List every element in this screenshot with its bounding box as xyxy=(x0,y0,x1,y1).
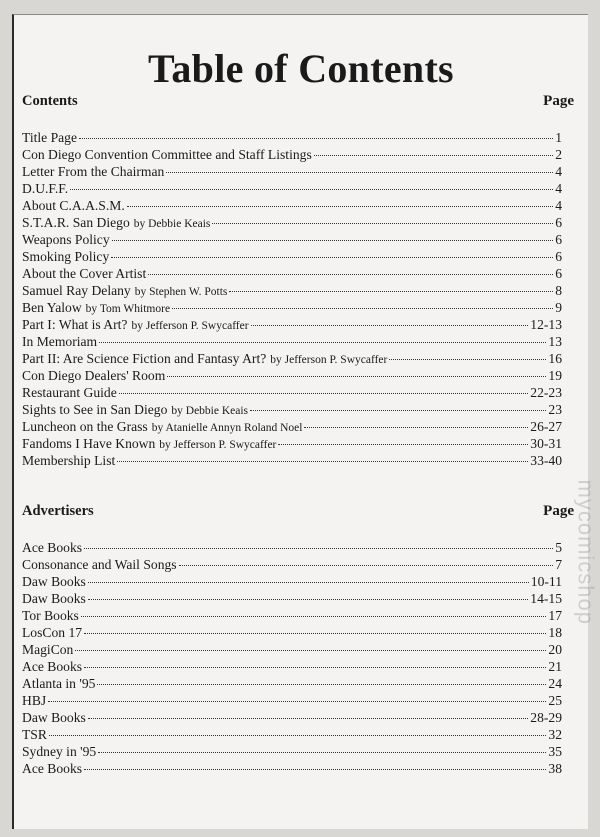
toc-entry xyxy=(22,573,562,590)
dot-leader xyxy=(97,683,546,685)
entry-title: Atlanta in '95 xyxy=(22,676,96,691)
entry-page: 12-13 xyxy=(530,317,562,332)
entry-page: 28-29 xyxy=(530,710,562,725)
toc-entry xyxy=(22,556,562,573)
entry-title: D.U.F.F. xyxy=(22,181,69,196)
entry-title: S.T.A.R. San Diego xyxy=(22,215,130,230)
dot-leader xyxy=(172,307,553,309)
entry-title: Daw Books xyxy=(22,574,86,589)
toc-entry xyxy=(22,590,562,607)
entry-page: 18 xyxy=(548,625,562,640)
toc-entry xyxy=(22,726,562,743)
toc-entry xyxy=(22,180,562,197)
entry-author: by Debbie Keais xyxy=(133,218,211,230)
document-page xyxy=(12,14,588,829)
entry-title: Daw Books xyxy=(22,591,86,606)
entry-title: MagiCon xyxy=(22,642,74,657)
entry-title: Weapons Policy xyxy=(22,232,110,247)
dot-leader xyxy=(389,358,546,360)
entry-page: 17 xyxy=(548,608,562,623)
entry-title: Smoking Policy xyxy=(22,249,110,264)
toc-entry xyxy=(22,675,562,692)
dot-leader xyxy=(88,598,528,600)
dot-leader xyxy=(81,615,547,617)
contents-header xyxy=(22,93,574,110)
dot-leader xyxy=(304,426,528,428)
entry-title: Tor Books xyxy=(22,608,79,623)
entry-author: by Stephen W. Potts xyxy=(134,286,228,298)
dot-leader xyxy=(167,375,546,377)
toc-entry xyxy=(22,641,562,658)
entry-author: by Debbie Keais xyxy=(171,405,249,417)
toc-entry xyxy=(22,539,562,556)
dot-leader xyxy=(48,700,546,702)
dot-leader xyxy=(84,768,546,770)
entry-page: 4 xyxy=(555,198,562,213)
toc-entry xyxy=(22,299,562,316)
entry-title: Membership List xyxy=(22,453,116,468)
entry-page: 4 xyxy=(555,181,562,196)
toc-entry xyxy=(22,452,562,469)
entry-page: 35 xyxy=(548,744,562,759)
dot-leader xyxy=(119,392,529,394)
entry-page: 25 xyxy=(548,693,562,708)
dot-leader xyxy=(112,239,554,241)
dot-leader xyxy=(314,154,553,156)
toc-entry xyxy=(22,333,562,350)
dot-leader xyxy=(49,734,546,736)
entry-title: Letter From the Chairman xyxy=(22,164,165,179)
dot-leader xyxy=(99,341,546,343)
entry-title: TSR xyxy=(22,727,47,742)
dot-leader xyxy=(75,649,546,651)
toc-entry xyxy=(22,709,562,726)
entry-title: Part I: What is Art? xyxy=(22,317,128,332)
toc-entry xyxy=(22,214,562,231)
dot-leader xyxy=(251,324,529,326)
dot-leader xyxy=(179,564,554,566)
toc-entry xyxy=(22,658,562,675)
entry-page: 6 xyxy=(555,232,562,247)
contents-heading: Contents xyxy=(22,93,78,109)
entry-page: 21 xyxy=(548,659,562,674)
entry-page: 6 xyxy=(555,249,562,264)
dot-leader xyxy=(84,666,546,668)
entry-page: 23 xyxy=(548,402,562,417)
entry-title: About the Cover Artist xyxy=(22,266,147,281)
toc-entry xyxy=(22,624,562,641)
dot-leader xyxy=(84,547,553,549)
dot-leader xyxy=(212,222,553,224)
entry-page: 10-11 xyxy=(530,574,562,589)
dot-leader xyxy=(250,409,546,411)
entry-author: by Tom Whitmore xyxy=(85,303,171,315)
advertisers-list xyxy=(22,539,562,777)
contents-list xyxy=(22,129,562,469)
entry-page: 4 xyxy=(555,164,562,179)
dot-leader xyxy=(70,188,553,190)
toc-entry xyxy=(22,418,562,435)
entry-title: Ben Yalow xyxy=(22,300,82,315)
entry-page: 30-31 xyxy=(530,436,562,451)
dot-leader xyxy=(278,443,528,445)
entry-title: HBJ xyxy=(22,693,47,708)
toc-entry xyxy=(22,350,562,367)
entry-page: 16 xyxy=(548,351,562,366)
toc-entry xyxy=(22,197,562,214)
dot-leader xyxy=(166,171,553,173)
entry-page: 6 xyxy=(555,266,562,281)
toc-entry xyxy=(22,163,562,180)
entry-title: Con Diego Convention Committee and Staff Listings xyxy=(22,147,312,162)
dot-leader xyxy=(148,273,553,275)
entry-author: by Jefferson P. Swycaffer xyxy=(131,320,249,332)
entry-page: 9 xyxy=(555,300,562,315)
toc-entry xyxy=(22,743,562,760)
entry-title: Fandoms I Have Known xyxy=(22,436,156,451)
dot-leader xyxy=(229,290,553,292)
toc-entry xyxy=(22,282,562,299)
entry-title: Consonance and Wail Songs xyxy=(22,557,177,572)
entry-author: by Atanielle Annyn Roland Noel xyxy=(151,422,303,434)
entry-page: 24 xyxy=(548,676,562,691)
dot-leader xyxy=(117,460,528,462)
entry-title: Title Page xyxy=(22,130,78,145)
entry-title: In Memoriam xyxy=(22,334,98,349)
entry-title: Daw Books xyxy=(22,710,86,725)
dot-leader xyxy=(111,256,553,258)
dot-leader xyxy=(79,137,553,139)
contents-page-heading: Page xyxy=(543,93,574,109)
toc-entry xyxy=(22,146,562,163)
entry-page: 5 xyxy=(555,540,562,555)
entry-title: Luncheon on the Grass xyxy=(22,419,148,434)
toc-entry xyxy=(22,248,562,265)
toc-entry xyxy=(22,384,562,401)
entry-title: Ace Books xyxy=(22,659,83,674)
toc-entry xyxy=(22,129,562,146)
entry-page: 32 xyxy=(548,727,562,742)
entry-author: by Jefferson P. Swycaffer xyxy=(270,354,388,366)
entry-title: Ace Books xyxy=(22,761,83,776)
dot-leader xyxy=(84,632,546,634)
entry-title: LosCon 17 xyxy=(22,625,83,640)
entry-title: Restaurant Guide xyxy=(22,385,117,400)
entry-page: 26-27 xyxy=(530,419,562,434)
entry-page: 7 xyxy=(555,557,562,572)
entry-page: 33-40 xyxy=(530,453,562,468)
toc-entry xyxy=(22,316,562,333)
dot-leader xyxy=(88,717,528,719)
entry-page: 20 xyxy=(548,642,562,657)
entry-page: 2 xyxy=(555,147,562,162)
entry-title: Ace Books xyxy=(22,540,83,555)
entry-page: 1 xyxy=(555,130,562,145)
entry-title: Part II: Are Science Fiction and Fantasy Art? xyxy=(22,351,267,366)
advertisers-page-heading: Page xyxy=(543,503,574,519)
entry-page: 8 xyxy=(555,283,562,298)
entry-title: About C.A.A.S.M. xyxy=(22,198,125,213)
advertisers-heading: Advertisers xyxy=(22,503,94,519)
entry-title: Sights to See in San Diego xyxy=(22,402,168,417)
entry-page: 14-15 xyxy=(530,591,562,606)
toc-entry xyxy=(22,435,562,452)
entry-page: 22-23 xyxy=(530,385,562,400)
entry-page: 13 xyxy=(548,334,562,349)
advertisers-header xyxy=(22,503,574,520)
toc-entry xyxy=(22,607,562,624)
toc-entry xyxy=(22,367,562,384)
entry-title: Con Diego Dealers' Room xyxy=(22,368,166,383)
toc-entry xyxy=(22,265,562,282)
toc-entry xyxy=(22,760,562,777)
dot-leader xyxy=(127,205,553,207)
watermark: mycomicshop xyxy=(573,479,598,625)
entry-title: Sydney in '95 xyxy=(22,744,97,759)
toc-entry xyxy=(22,401,562,418)
dot-leader xyxy=(98,751,546,753)
entry-page: 6 xyxy=(555,215,562,230)
toc-entry xyxy=(22,692,562,709)
entry-author: by Jefferson P. Swycaffer xyxy=(159,439,277,451)
entry-page: 38 xyxy=(548,761,562,776)
dot-leader xyxy=(88,581,529,583)
page-title: Table of Contents xyxy=(148,46,454,91)
entry-page: 19 xyxy=(548,368,562,383)
toc-entry xyxy=(22,231,562,248)
entry-title: Samuel Ray Delany xyxy=(22,283,131,298)
